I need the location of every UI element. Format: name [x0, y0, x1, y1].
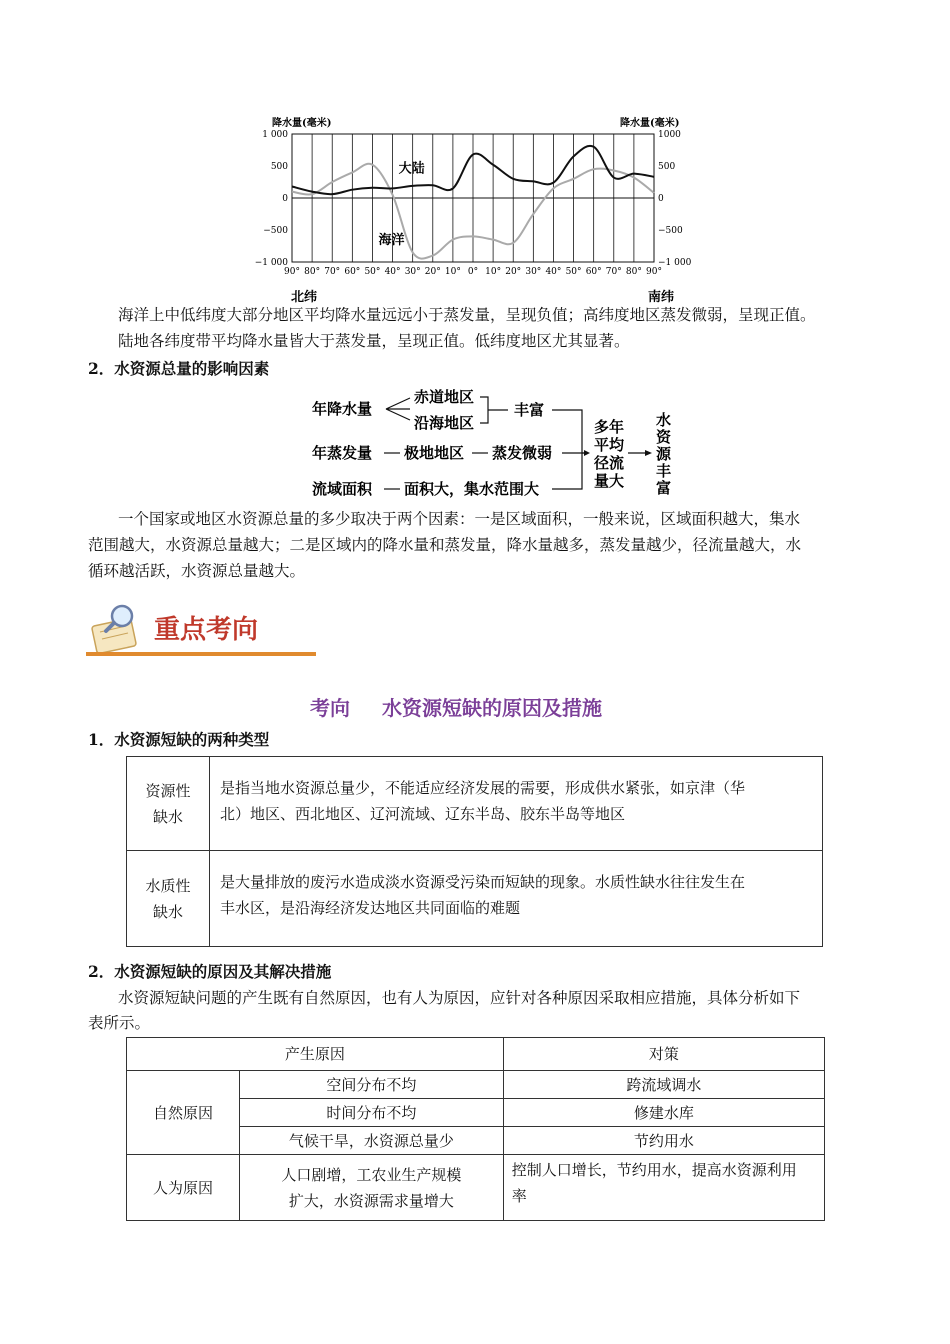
chart-ytick-label-right: −500	[658, 226, 683, 236]
type-desc-cell: 是大量排放的废污水造成淡水资源受污染而短缺的现象。水质性缺水往往发生在 丰水区，是沿海经济发达地区共同面临的难题	[210, 851, 823, 947]
header-measure: 对策	[503, 1038, 824, 1071]
magnifier-notebook-icon	[92, 606, 137, 654]
natural-cause-label: 自然原因	[127, 1071, 240, 1155]
chart-ylabel-right: 降水量(毫米)	[620, 118, 680, 129]
chart-xtick-label: 90°	[284, 267, 300, 277]
chart-xtick-label: 90°	[646, 267, 662, 277]
chart-xtick-label: 70°	[324, 267, 341, 277]
chart-xtick-label: 50°	[364, 267, 381, 277]
flow-runoff-3: 径流	[594, 454, 625, 472]
table-row	[127, 851, 823, 947]
flow-runoff-4: 量大	[594, 472, 625, 490]
chart-ytick-label-right: −1 000	[658, 258, 692, 268]
human-cause-label: 人为原因	[127, 1155, 240, 1221]
flow-arrow-2	[645, 450, 652, 456]
factors-flow-diagram	[300, 380, 700, 505]
chart-series-label-ocean: 海洋	[378, 233, 405, 249]
flow-result-5: 富	[656, 479, 672, 497]
factors-para-line2: 范围越大，水资源总量越大；二是区域内的降水量和蒸发量，降水量越多，蒸发量越少，径流量越大，水	[88, 536, 802, 554]
chart-ytick-label-right: 500	[658, 162, 676, 172]
banner-rule	[86, 652, 316, 656]
chart-ylabel-left: 降水量(毫米)	[272, 118, 332, 129]
chart-xtick-label: 20°	[505, 267, 522, 277]
cause-cell: 人口剧增，工农业生产规模 扩大，水资源需求量增大	[240, 1155, 504, 1221]
factors-para-line1: 一个国家或地区水资源总量的多少取决于两个因素：一是区域面积，一般来说，区域面积越大，集水	[118, 510, 801, 528]
section-title-text: 水资源短缺的原因及措施	[382, 696, 602, 720]
flow-bracket	[480, 397, 508, 423]
factors-para-line3: 循环越活跃，水资源总量越大。	[88, 562, 306, 580]
type-desc-cell: 是指当地水资源总量少，不能适应经济发展的需要，形成供水紧张，如京津（华 北）地区、西北地区、辽河流域、辽东半岛、胶东半岛等地区	[210, 757, 823, 851]
flow-basin: 流域面积	[312, 480, 373, 498]
measure-cell: 节约用水	[503, 1127, 824, 1155]
heading-causes-measures: 2．水资源短缺的原因及其解决措施	[88, 962, 332, 981]
flow-arrow-1	[584, 450, 590, 456]
chart-xtick-label: 30°	[404, 267, 421, 277]
chart-xtick-label: 60°	[344, 267, 361, 277]
heading-total-factors: 2．水资源总量的影响因素	[88, 359, 270, 378]
flow-weak-evap: 蒸发微弱	[492, 444, 553, 462]
chart-series-label-land: 大陆	[398, 161, 425, 177]
chart-ytick-label-right: 1000	[658, 130, 681, 140]
banner-svg	[86, 600, 318, 660]
flow-result-4: 丰	[656, 462, 672, 480]
chart-xlabel-right: 南纬	[648, 290, 675, 305]
causes-measures-table	[126, 1037, 825, 1221]
flow-merge-lines	[552, 410, 588, 489]
chart-xtick-label: 30°	[525, 267, 542, 277]
flow-runoff-2: 平均	[594, 436, 625, 454]
chart-ytick-label-right: 0	[658, 194, 664, 204]
table-row	[127, 757, 823, 851]
banner-title: 重点考向	[154, 615, 259, 645]
chart-xtick-label: 0°	[467, 267, 479, 277]
flow-branch-lines	[386, 398, 410, 420]
chart-xtick-label: 80°	[625, 267, 642, 277]
measure-cell: 控制人口增长，节约用水，提高水资源利用 率	[503, 1155, 824, 1221]
type-name-cell: 资源性 缺水	[127, 757, 210, 851]
flow-result-3: 源	[656, 445, 672, 463]
measure-cell: 跨流域调水	[503, 1071, 824, 1099]
chart-ytick-label: −500	[263, 226, 288, 236]
heading-shortage-types: 1．水资源短缺的两种类型	[88, 730, 270, 749]
flow-equator: 赤道地区	[414, 388, 475, 406]
chart-explanation-line2: 陆地各纬度带平均降水量皆大于蒸发量，呈现正值。低纬度地区尤其显著。	[118, 332, 630, 350]
precipitation-evaporation-chart	[254, 112, 692, 305]
chart-ytick-label: 0	[282, 194, 288, 204]
chart-xtick-label: 80°	[304, 267, 321, 277]
flow-large-area: 面积大，集水范围大	[404, 480, 540, 498]
chart-ytick-label: 500	[270, 162, 288, 172]
flow-result-2: 资	[656, 428, 672, 446]
chart-xtick-label: 70°	[605, 267, 622, 277]
cause-cell: 气候干旱，水资源总量少	[240, 1127, 504, 1155]
key-points-banner	[86, 600, 318, 660]
cause-cell: 时间分布不均	[240, 1099, 504, 1127]
section-title-prefix: 考向	[310, 696, 350, 720]
flow-rich: 丰富	[514, 401, 545, 419]
flow-result-1: 水	[656, 411, 672, 429]
table-header-row	[127, 1038, 825, 1071]
flow-evap: 年蒸发量	[312, 444, 373, 462]
chart-xtick-label: 10°	[444, 267, 461, 277]
type-name-cell: 水质性 缺水	[127, 851, 210, 947]
header-cause: 产生原因	[127, 1038, 504, 1071]
chart-xlabel-left: 北纬	[291, 290, 318, 305]
chart-explanation-line1: 海洋上中低纬度大部分地区平均降水量远远小于蒸发量，呈现负值；高纬度地区蒸发微弱，呈现正值。	[118, 306, 816, 324]
flow-runoff-1: 多年	[594, 418, 625, 436]
cause-cell: 空间分布不均	[240, 1071, 504, 1099]
section-title	[310, 692, 602, 721]
table-row	[127, 1155, 825, 1221]
chart-svg	[254, 112, 692, 305]
chart-xtick-label: 40°	[545, 267, 562, 277]
chart-xtick-label: 60°	[585, 267, 602, 277]
shortage-types-table	[126, 756, 823, 947]
chart-ytick-label: 1 000	[262, 130, 288, 140]
flow-precip: 年降水量	[312, 400, 373, 418]
causes-para-line2: 表所示。	[88, 1014, 151, 1032]
causes-para-line1: 水资源短缺问题的产生既有自然原因，也有人为原因，应针对各种原因采取相应措施，具体分析如下	[118, 989, 801, 1007]
chart-ytick-label: −1 000	[254, 258, 288, 268]
chart-xtick-label: 40°	[384, 267, 401, 277]
flow-coastal: 沿海地区	[414, 414, 475, 432]
chart-xtick-label: 20°	[424, 267, 441, 277]
measure-cell: 修建水库	[503, 1099, 824, 1127]
table-row	[127, 1071, 825, 1099]
flow-polar: 极地地区	[404, 444, 465, 462]
chart-xtick-label: 50°	[565, 267, 582, 277]
chart-xtick-label: 10°	[485, 267, 502, 277]
